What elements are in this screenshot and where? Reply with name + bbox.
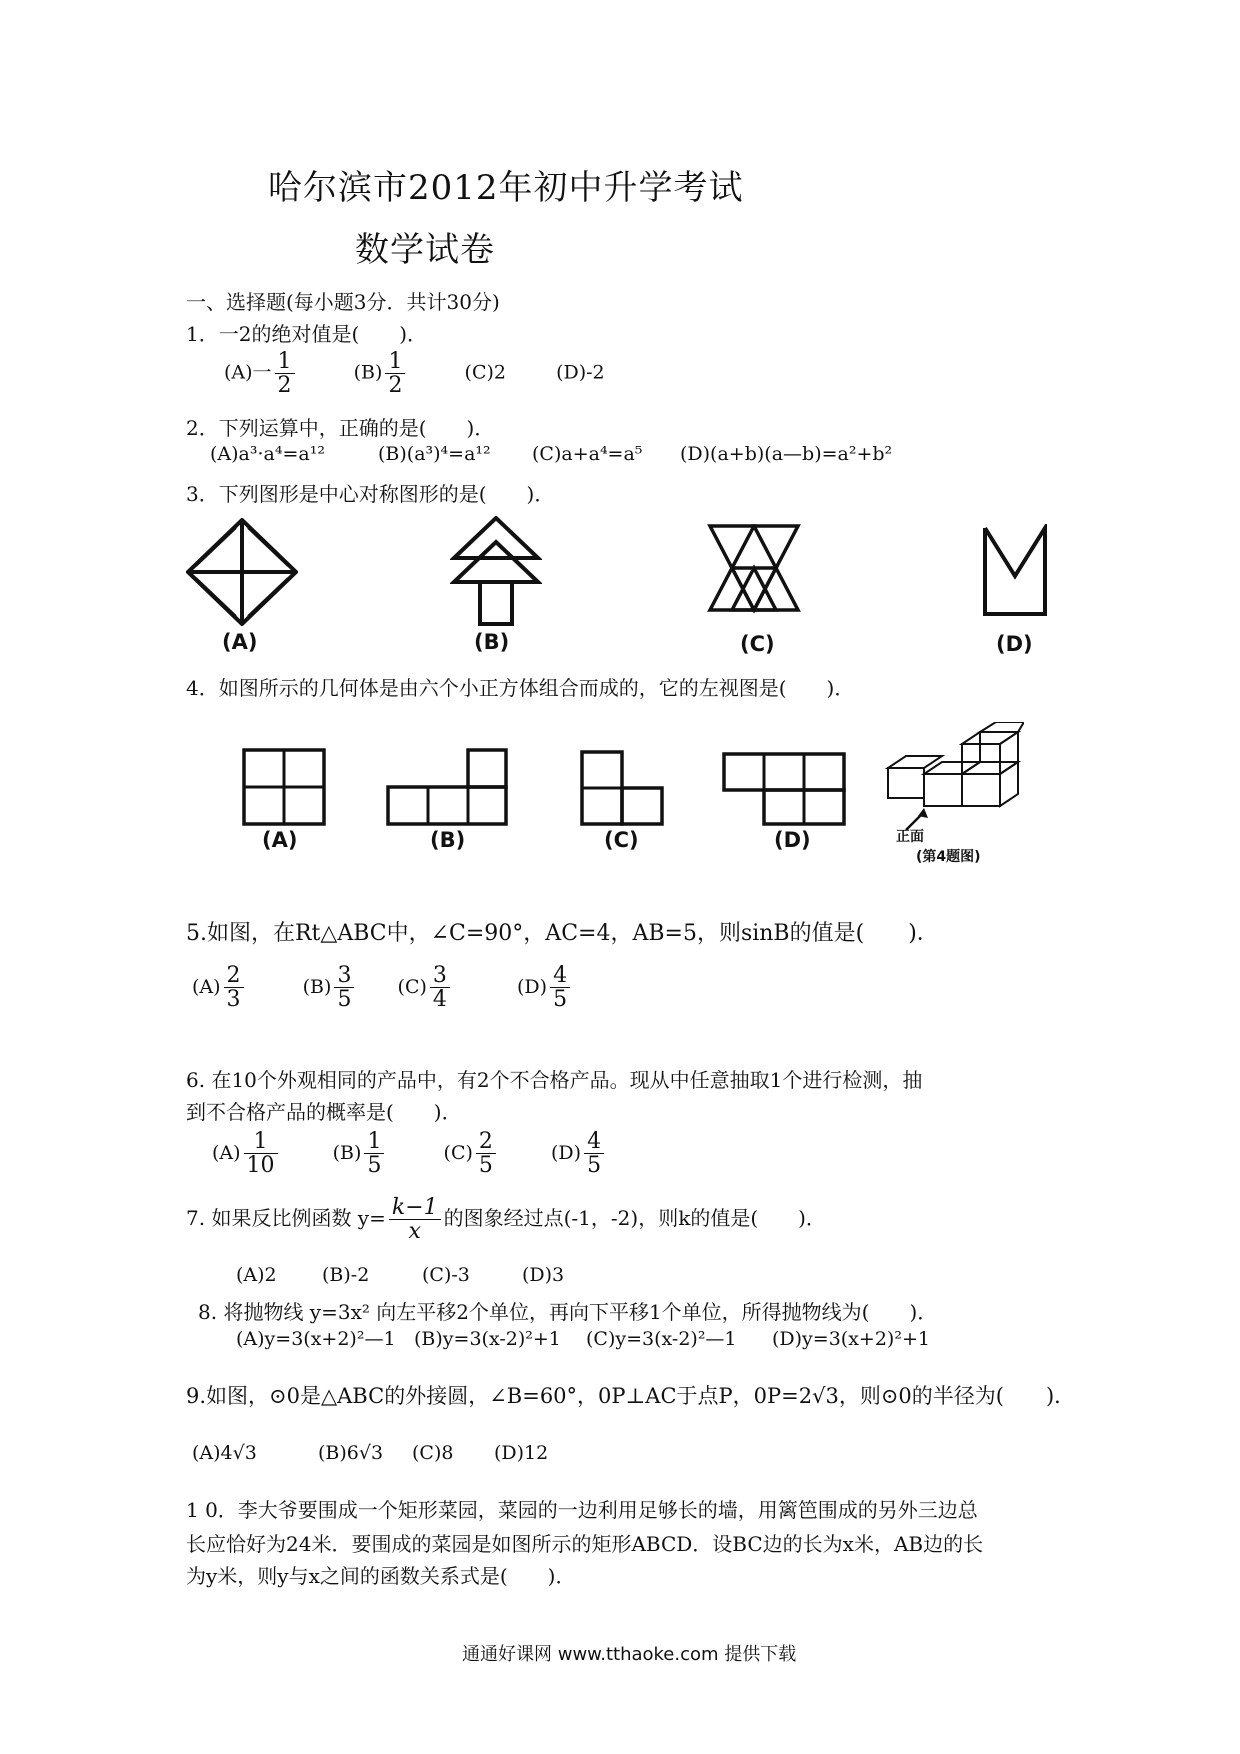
q6-options — [212, 1130, 607, 1177]
q5-stem: 5.如图，在Rt△ABC中，∠C=90°，AC=4，AB=5，则sinB的值是( )． — [186, 921, 939, 946]
q3-label-b: (B) — [474, 630, 510, 654]
q4-view-a — [242, 748, 326, 826]
q5-option-d: (D) $\frac{4}{5}$ — [517, 976, 573, 998]
q9-option-b: (B)6√3 — [318, 1442, 384, 1464]
q1-d-option: (D)-2 — [556, 361, 605, 384]
q2-option-c: (C)a+a⁴=a⁵ — [532, 443, 643, 465]
q10-line1: 1 0．李大爷要围成一个矩形菜园，菜园的一边利用足够长的墙，用篱笆围成的另外三边总 — [186, 1498, 978, 1522]
q6-option-a: (A) $\frac{1}{10}$ — [212, 1142, 281, 1164]
q9-option-d: (D)12 — [494, 1442, 549, 1464]
q1-c-option: (C)2 — [464, 361, 506, 384]
q4-label-c: (C) — [604, 828, 639, 852]
q3-label-c: (C) — [740, 632, 775, 656]
q3-figure-b — [450, 516, 542, 628]
q1-b-label: (B) — [353, 361, 383, 384]
q4-view-b — [386, 748, 508, 826]
q5-option-c: (C) $\frac{3}{4}$ — [398, 976, 453, 998]
q2-option-a: (A)a³·a⁴=a¹² — [210, 443, 325, 465]
q7-fraction: $\frac{k-1}{x}$ — [389, 1196, 441, 1243]
q5-option-a: (A) $\frac{2}{3}$ — [192, 976, 247, 998]
q1-stem: 1．一2的绝对值是( )． — [186, 322, 428, 346]
q10-line3: 为y米，则y与x之间的函数关系式是( )． — [186, 1564, 576, 1588]
page-title: 哈尔滨市2012年初中升学考试 — [268, 168, 744, 208]
q4-label-d: (D) — [774, 828, 811, 852]
q2-stem: 2．下列运算中，正确的是( )． — [186, 416, 495, 440]
q4-front-label: 正面 — [896, 829, 924, 845]
q9-option-c: (C)8 — [412, 1442, 454, 1464]
q9-option-a: (A)4√3 — [192, 1442, 257, 1464]
q4-label-a: (A) — [262, 828, 298, 852]
q9-stem: 9.如图，⊙0是△ABC的外接圆，∠B=60°，0P⊥AC于点P，0P=2√3，则⊙0的半径为( )． — [186, 1384, 1076, 1408]
q1-a-fraction: $\frac{1}{2}$ — [275, 350, 295, 397]
q7-option-a: (A)2 — [236, 1264, 277, 1286]
q8-option-c: (C)y=3(x-2)²—1 — [586, 1328, 737, 1350]
page-subtitle: 数学试卷 — [355, 230, 495, 270]
q4-figure-caption: (第4题图) — [916, 849, 981, 865]
q5-option-b: (B) $\frac{3}{5}$ — [303, 976, 358, 998]
q3-figure-d — [982, 524, 1048, 618]
q8-stem: 8. 将抛物线 y=3x² 向左平移2个单位，再向下平移1个单位，所得抛物线为( )． — [198, 1300, 938, 1324]
footer-credit: 通通好课网 www.tthaoke.com 提供下载 — [462, 1644, 797, 1665]
section-heading: 一、选择题(每小题3分．共计30分) — [186, 290, 500, 314]
q3-figure-a — [186, 518, 298, 626]
q2-option-b: (B)(a³)⁴=a¹² — [378, 443, 491, 465]
q10-line2: 长应恰好为24米．要围成的菜园是如图所示的矩形ABCD．设BC边的长为x米，AB边的长 — [186, 1532, 984, 1556]
q8-option-b: (B)y=3(x-2)²+1 — [414, 1328, 561, 1350]
q1-options — [224, 350, 605, 397]
q3-label-d: (D) — [996, 632, 1033, 656]
q4-view-d — [722, 752, 846, 826]
q6-option-d: (D) $\frac{4}{5}$ — [551, 1142, 607, 1164]
q4-stem: 4．如图所示的几何体是由六个小正方体组合而成的，它的左视图是( )． — [186, 676, 855, 700]
q1-a-label: (A)一 — [224, 361, 272, 384]
q5-options — [192, 964, 573, 1011]
q7-option-c: (C)-3 — [422, 1264, 470, 1286]
q6-option-c: (C) $\frac{2}{5}$ — [444, 1142, 499, 1164]
q6-option-b: (B) $\frac{1}{5}$ — [333, 1142, 388, 1164]
q1-b-fraction: $\frac{1}{2}$ — [385, 350, 405, 397]
q8-option-d: (D)y=3(x+2)²+1 — [772, 1328, 930, 1350]
q3-stem: 3．下列图形是中心对称图形的是( )． — [186, 482, 555, 506]
q4-view-c — [580, 750, 664, 826]
q2-option-d: (D)(a+b)(a—b)=a²+b² — [680, 443, 893, 465]
q6-stem-line2: 到不合格产品的概率是( )． — [186, 1100, 462, 1124]
q7-stem: 7. 如果反比例函数 y= $\frac{k-1}{x}$ 的图象经过点(-1，-2)，则k的值是( )． — [186, 1195, 826, 1245]
q4-label-b: (B) — [430, 828, 466, 852]
q7-option-b: (B)-2 — [322, 1264, 370, 1286]
q8-option-a: (A)y=3(x+2)²—1 — [236, 1328, 396, 1350]
q4-solid-figure — [884, 722, 1024, 842]
q3-figure-c — [706, 518, 802, 614]
q6-stem-line1: 6. 在10个外观相同的产品中，有2个不合格产品。现从中任意抽取1个进行检测，抽 — [186, 1068, 923, 1092]
q3-label-a: (A) — [222, 630, 258, 654]
q7-option-d: (D)3 — [522, 1264, 565, 1286]
